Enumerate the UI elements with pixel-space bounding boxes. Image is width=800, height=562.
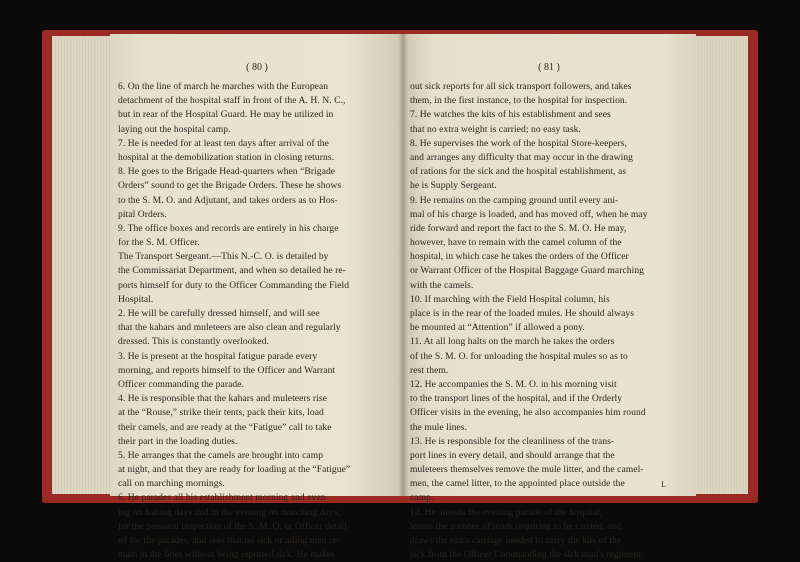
page-edges-left [52,36,112,494]
text-line: sick from the Officer Commanding the sick man's regiment. [410,549,644,561]
text-line: them, in the first instance, to the hospital for inspection. [410,95,628,107]
text-line: laying out the hospital camp. [118,123,231,135]
text-line: but in rear of the Hospital Guard. He may be utilized in [118,109,334,121]
text-line: pital Orders. [118,208,167,220]
text-line: 3. He is present at the hospital fatigue parade every [118,350,318,362]
text-line: hospital, in which case he takes the orders of the Officer [410,251,629,263]
page-edges-right [690,36,748,494]
text-line: 4. He is responsible that the kahars and muleteers rise [118,393,327,405]
text-line: draws the extra carriage needed to carry the kits of the [410,535,622,546]
text-line: 7. He watches the kits of his establishment and sees [410,109,611,121]
text-line: The Transport Sergeant.—This N.-C. O. is detailed by [118,251,329,263]
signature-mark: L [661,480,666,489]
text-line: port lines in every detail, and should arrange that the [410,449,615,461]
text-line: at night, and that they are ready for loading at the “Fatigue” [118,464,351,476]
page-number: ( 81 ) [538,62,560,73]
text-line: of rations for the sick and the hospital establishment, as [410,166,627,178]
text-line: 8. He supervises the work of the hospital Store-keepers, [410,137,628,149]
text-line: ing on halting days and in the evening on marching days, [118,506,341,518]
text-line: for the S. M. Officer. [118,237,200,249]
page-text [410,80,686,562]
text-line: men, the camel litter, to the appointed place outside the [410,478,625,490]
text-line: out sick reports for all sick transport followers, and takes [410,81,632,92]
text-line: mal of his charge is loaded, and has moved off, when he may [410,208,648,220]
text-line: the mule lines. [410,421,467,433]
text-line: he is Supply Sergeant. [410,180,497,192]
left-page [110,34,404,561]
text-line: ride forward and report the fact to the S. M. O. He may, [410,222,627,234]
text-line: at the “Rouse,” strike their tents, pack their kits, load [118,407,324,419]
text-line: 14. He attends the evening parade of the hospital, [410,506,603,518]
text-line: 9. He remains on the camping ground until every ani- [410,194,619,206]
text-line: 11. At all long halts on the march he takes the orders [410,336,615,348]
text-line: that no extra weight is carried; no easy task. [410,123,581,135]
text-line: Hospital. [118,293,154,305]
book-gutter [398,34,408,496]
text-line: ed for the parades, and sees that no sick or ailing men re- [118,535,340,546]
text-line: muleteers themselves remove the mule litter, and the camel- [410,464,644,476]
text-line: place is in the rear of the loaded mules. He should always [410,308,635,319]
text-line: 9. The office boxes and records are entirely in his charge [118,222,339,234]
text-line: rest them. [410,364,449,376]
text-line: main in the lines without being reported sick. He makes [118,549,335,561]
text-line: 5. He arranges that the camels are brought into camp [118,449,324,461]
text-line: Officer commanding the parade. [118,378,244,390]
right-page [402,34,696,561]
text-line: and arranges any difficulty that may occur in the drawing [410,151,633,163]
text-line: to the transport lines of the hospital, and if the Orderly [410,393,623,405]
text-line: 8. He goes to the Brigade Head-quarters when “Brigade [118,166,336,178]
page-number: ( 80 ) [246,62,268,73]
text-line: 6. He parades all his establishment morning and even- [118,492,329,504]
text-line: Officer visits in the evening, he also accompanies him round [410,407,646,419]
text-line: morning, and reports himself to the Officer and Warrant [118,364,336,376]
text-line: detachment of the hospital staff in front of the A. H. N. C., [118,95,346,107]
text-line: Orders” sound to get the Brigade Orders. These he shows [118,180,342,192]
text-line: call on marching mornings. [118,478,225,490]
text-line: with the camels. [410,279,474,291]
text-line: 6. On the line of march he marches with the European [118,81,329,92]
text-line: be mounted at “Attention” if allowed a pony. [410,322,585,334]
text-line: hospital at the demobilization station in closing returns. [118,151,335,163]
text-line: 2. He will be carefully dressed himself, and will see [118,308,320,319]
text-line: ports himself for duty to the Officer Commanding the Field [118,279,350,291]
text-line: 12. He accompanies the S. M. O. in his morning visit [410,378,617,390]
text-line: the Commissariat Department, and when so detailed he re- [118,265,346,277]
text-line: of the S. M. O. for unloading the hospital mules so as to [410,350,628,362]
text-line: their part in the loading duties. [118,435,238,447]
text-line: learns the number of loads requiring to be carried, and [410,520,622,532]
text-line: for the personal inspection of the S. M. O. or Officer detail- [118,520,351,532]
page-text [118,80,396,562]
text-line: camp. [410,492,434,504]
text-line: or Warrant Officer of the Hospital Baggage Guard marching [410,265,645,277]
text-line: that the kahars and muleteers are also clean and regularly [118,322,341,334]
text-line: 7. He is needed for at least ten days after arrival of the [118,137,329,149]
text-line: their camels, and are ready at the “Fatigue” call to take [118,421,332,433]
text-line: however, have to remain with the camel column of the [410,237,622,249]
text-line: 13. He is responsible for the cleanliness of the trans- [410,435,615,447]
text-line: dressed. This is constantly overlooked. [118,336,269,348]
text-line: to the S. M. O. and Adjutant, and takes orders as to Hos- [118,194,338,206]
text-line: 10. If marching with the Field Hospital column, his [410,293,610,305]
